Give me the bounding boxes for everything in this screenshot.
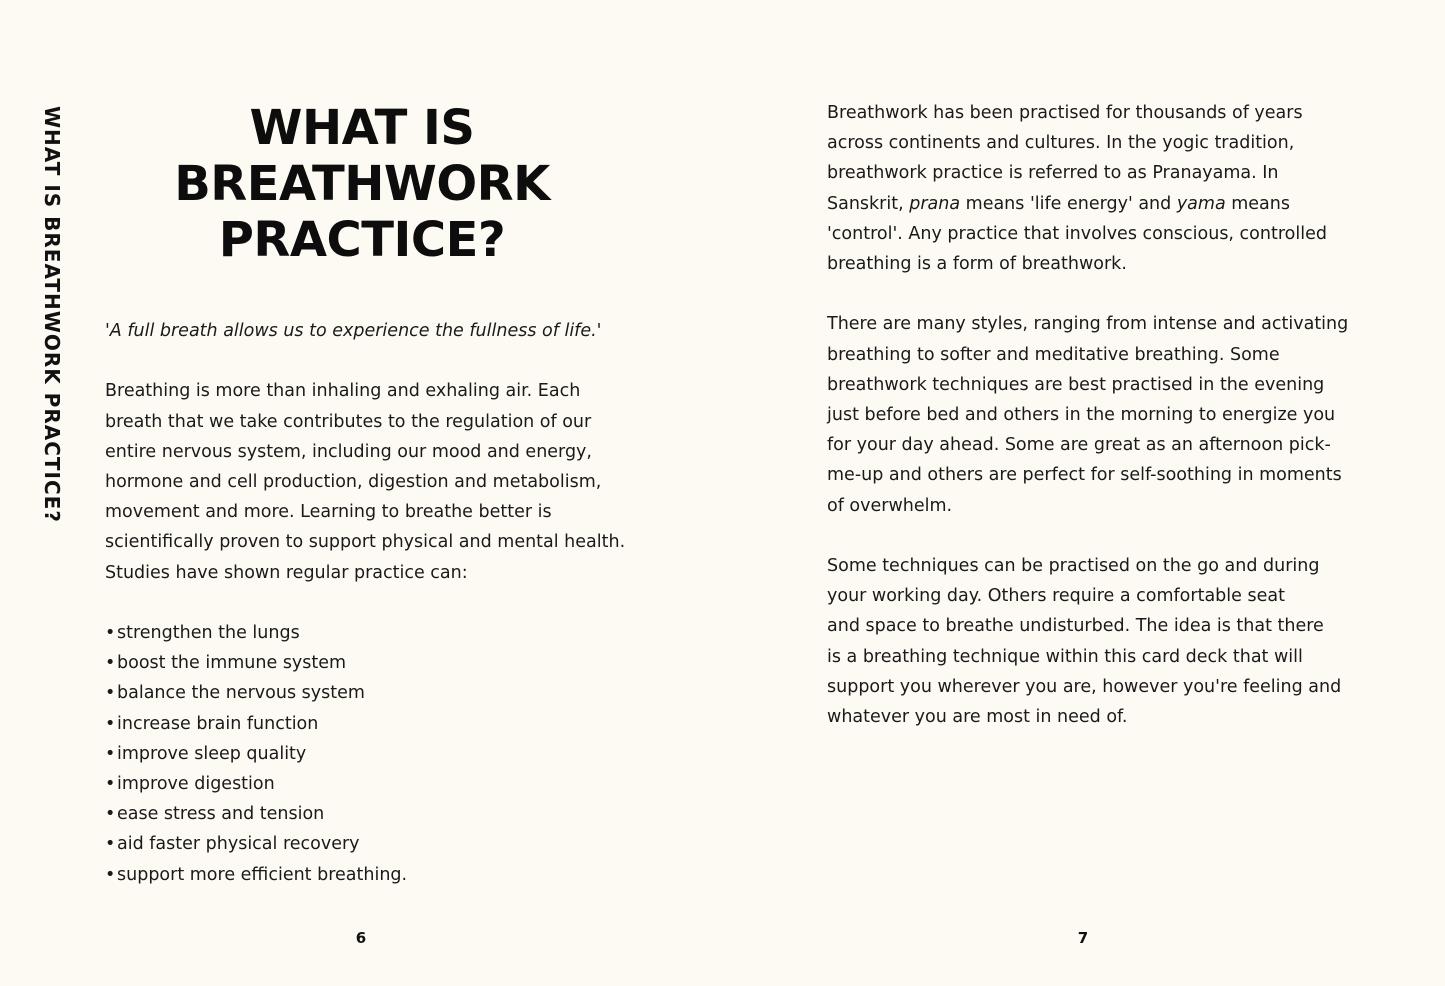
paragraph-line: of overwhelm.: [827, 495, 953, 516]
left-page-body: [105, 316, 665, 890]
paragraph-line: breathwork practice is referred to as Pranayama. In: [827, 163, 1279, 184]
intro-paragraph: [105, 376, 665, 587]
vertical-section-header: [36, 106, 64, 523]
paragraph-line: just before bed and others in the morning to energize you: [827, 405, 1336, 426]
page-title-line: PRACTICE?: [218, 212, 506, 268]
paragraph-gap: [827, 279, 1387, 309]
page-number-left: 6: [355, 929, 367, 947]
paragraph-line: for your day ahead. Some are great as an afternoon pick-: [827, 435, 1331, 456]
paragraph-line: entire nervous system, including our mood and energy,: [105, 441, 592, 462]
paragraph-line: whatever you are most in need of.: [827, 707, 1128, 728]
list-item-text: strengthen the lungs: [117, 623, 300, 643]
paragraph-line: breathwork techniques are best practised in the evening: [827, 374, 1325, 395]
list-item-text: improve sleep quality: [117, 743, 307, 764]
paragraph-line: There are many styles, ranging from intense and activating: [827, 314, 1349, 335]
bullet-icon: •: [105, 834, 116, 855]
list-item-text: increase brain function: [117, 713, 319, 734]
page-number-right: 7: [1077, 929, 1089, 947]
text-run: means: [1225, 193, 1290, 214]
list-item: [105, 648, 665, 678]
paragraph-gap: [105, 346, 665, 376]
list-item: [105, 829, 665, 859]
benefits-list: [105, 618, 665, 890]
styles-paragraph: [827, 309, 1387, 520]
page-title: [160, 100, 564, 268]
history-paragraph: [827, 98, 1387, 279]
paragraph-line: 'control'. Any practice that involves conscious, controlled: [827, 223, 1327, 244]
list-item-text: improve digestion: [117, 774, 275, 795]
paragraph-line: breathing is a form of breathwork.: [827, 254, 1127, 275]
list-item-text: boost the immune system: [117, 653, 347, 674]
paragraph-line: is a breathing technique within this card deck that will: [827, 646, 1303, 667]
page-title-line: WHAT IS: [249, 100, 475, 156]
vertical-section-header-text: WHAT IS BREATHWORK PRACTICE?: [40, 106, 64, 523]
list-item: [105, 739, 665, 769]
paragraph-gap: [827, 521, 1387, 551]
paragraph-line: across continents and cultures. In the yogic tradition,: [827, 133, 1295, 154]
paragraph-line: Breathwork has been practised for thousands of years: [827, 103, 1303, 123]
bullet-icon: •: [105, 804, 116, 825]
paragraph-line: Studies have shown regular practice can:: [105, 562, 468, 583]
paragraph-line: [827, 189, 1387, 219]
paragraph-gap: [105, 588, 665, 618]
paragraph-line: breathing to softer and meditative breathing. Some: [827, 344, 1280, 365]
text-run: Sanskrit,: [827, 193, 910, 214]
list-item: [105, 678, 665, 708]
techniques-paragraph: [827, 551, 1387, 732]
page-title-line: BREATHWORK: [174, 156, 550, 212]
list-item-text: support more efficient breathing.: [117, 864, 408, 885]
list-item: [105, 769, 665, 799]
paragraph-line: your working day. Others require a comfortable seat: [827, 586, 1285, 607]
bullet-icon: •: [105, 623, 116, 643]
bullet-icon: •: [105, 683, 116, 704]
text-run: means 'life energy' and: [960, 193, 1177, 214]
paragraph-line: support you wherever you are, however you're feeling and: [827, 676, 1342, 697]
sanskrit-term-yama: yama: [1176, 193, 1226, 214]
list-item: [105, 618, 665, 648]
bullet-icon: •: [105, 713, 116, 734]
list-item-text: ease stress and tension: [117, 804, 325, 825]
list-item: [105, 860, 665, 890]
bullet-icon: •: [105, 653, 116, 674]
sanskrit-term-prana: prana: [909, 193, 961, 214]
paragraph-line: me-up and others are perfect for self-soothing in moments: [827, 465, 1342, 486]
paragraph-line: scientifically proven to support physical and mental health.: [105, 532, 626, 553]
bullet-icon: •: [105, 864, 116, 885]
list-item-text: aid faster physical recovery: [117, 834, 360, 855]
paragraph-line: hormone and cell production, digestion and metabolism,: [105, 472, 602, 492]
quote: 'A full breath allows us to experience the fullness of life.': [105, 321, 602, 341]
list-item: [105, 709, 665, 739]
list-item: [105, 799, 665, 829]
right-page-body: [827, 98, 1387, 732]
bullet-icon: •: [105, 743, 116, 764]
paragraph-line: Some techniques can be practised on the go and during: [827, 556, 1320, 577]
paragraph-line: and space to breathe undisturbed. The idea is that there: [827, 616, 1324, 637]
paragraph-line: movement and more. Learning to breathe better is: [105, 502, 552, 523]
bullet-icon: •: [105, 774, 116, 795]
paragraph-line: breath that we take contributes to the regulation of our: [105, 411, 592, 432]
list-item-text: balance the nervous system: [117, 683, 365, 704]
paragraph-line: Breathing is more than inhaling and exhaling air. Each: [105, 381, 581, 402]
